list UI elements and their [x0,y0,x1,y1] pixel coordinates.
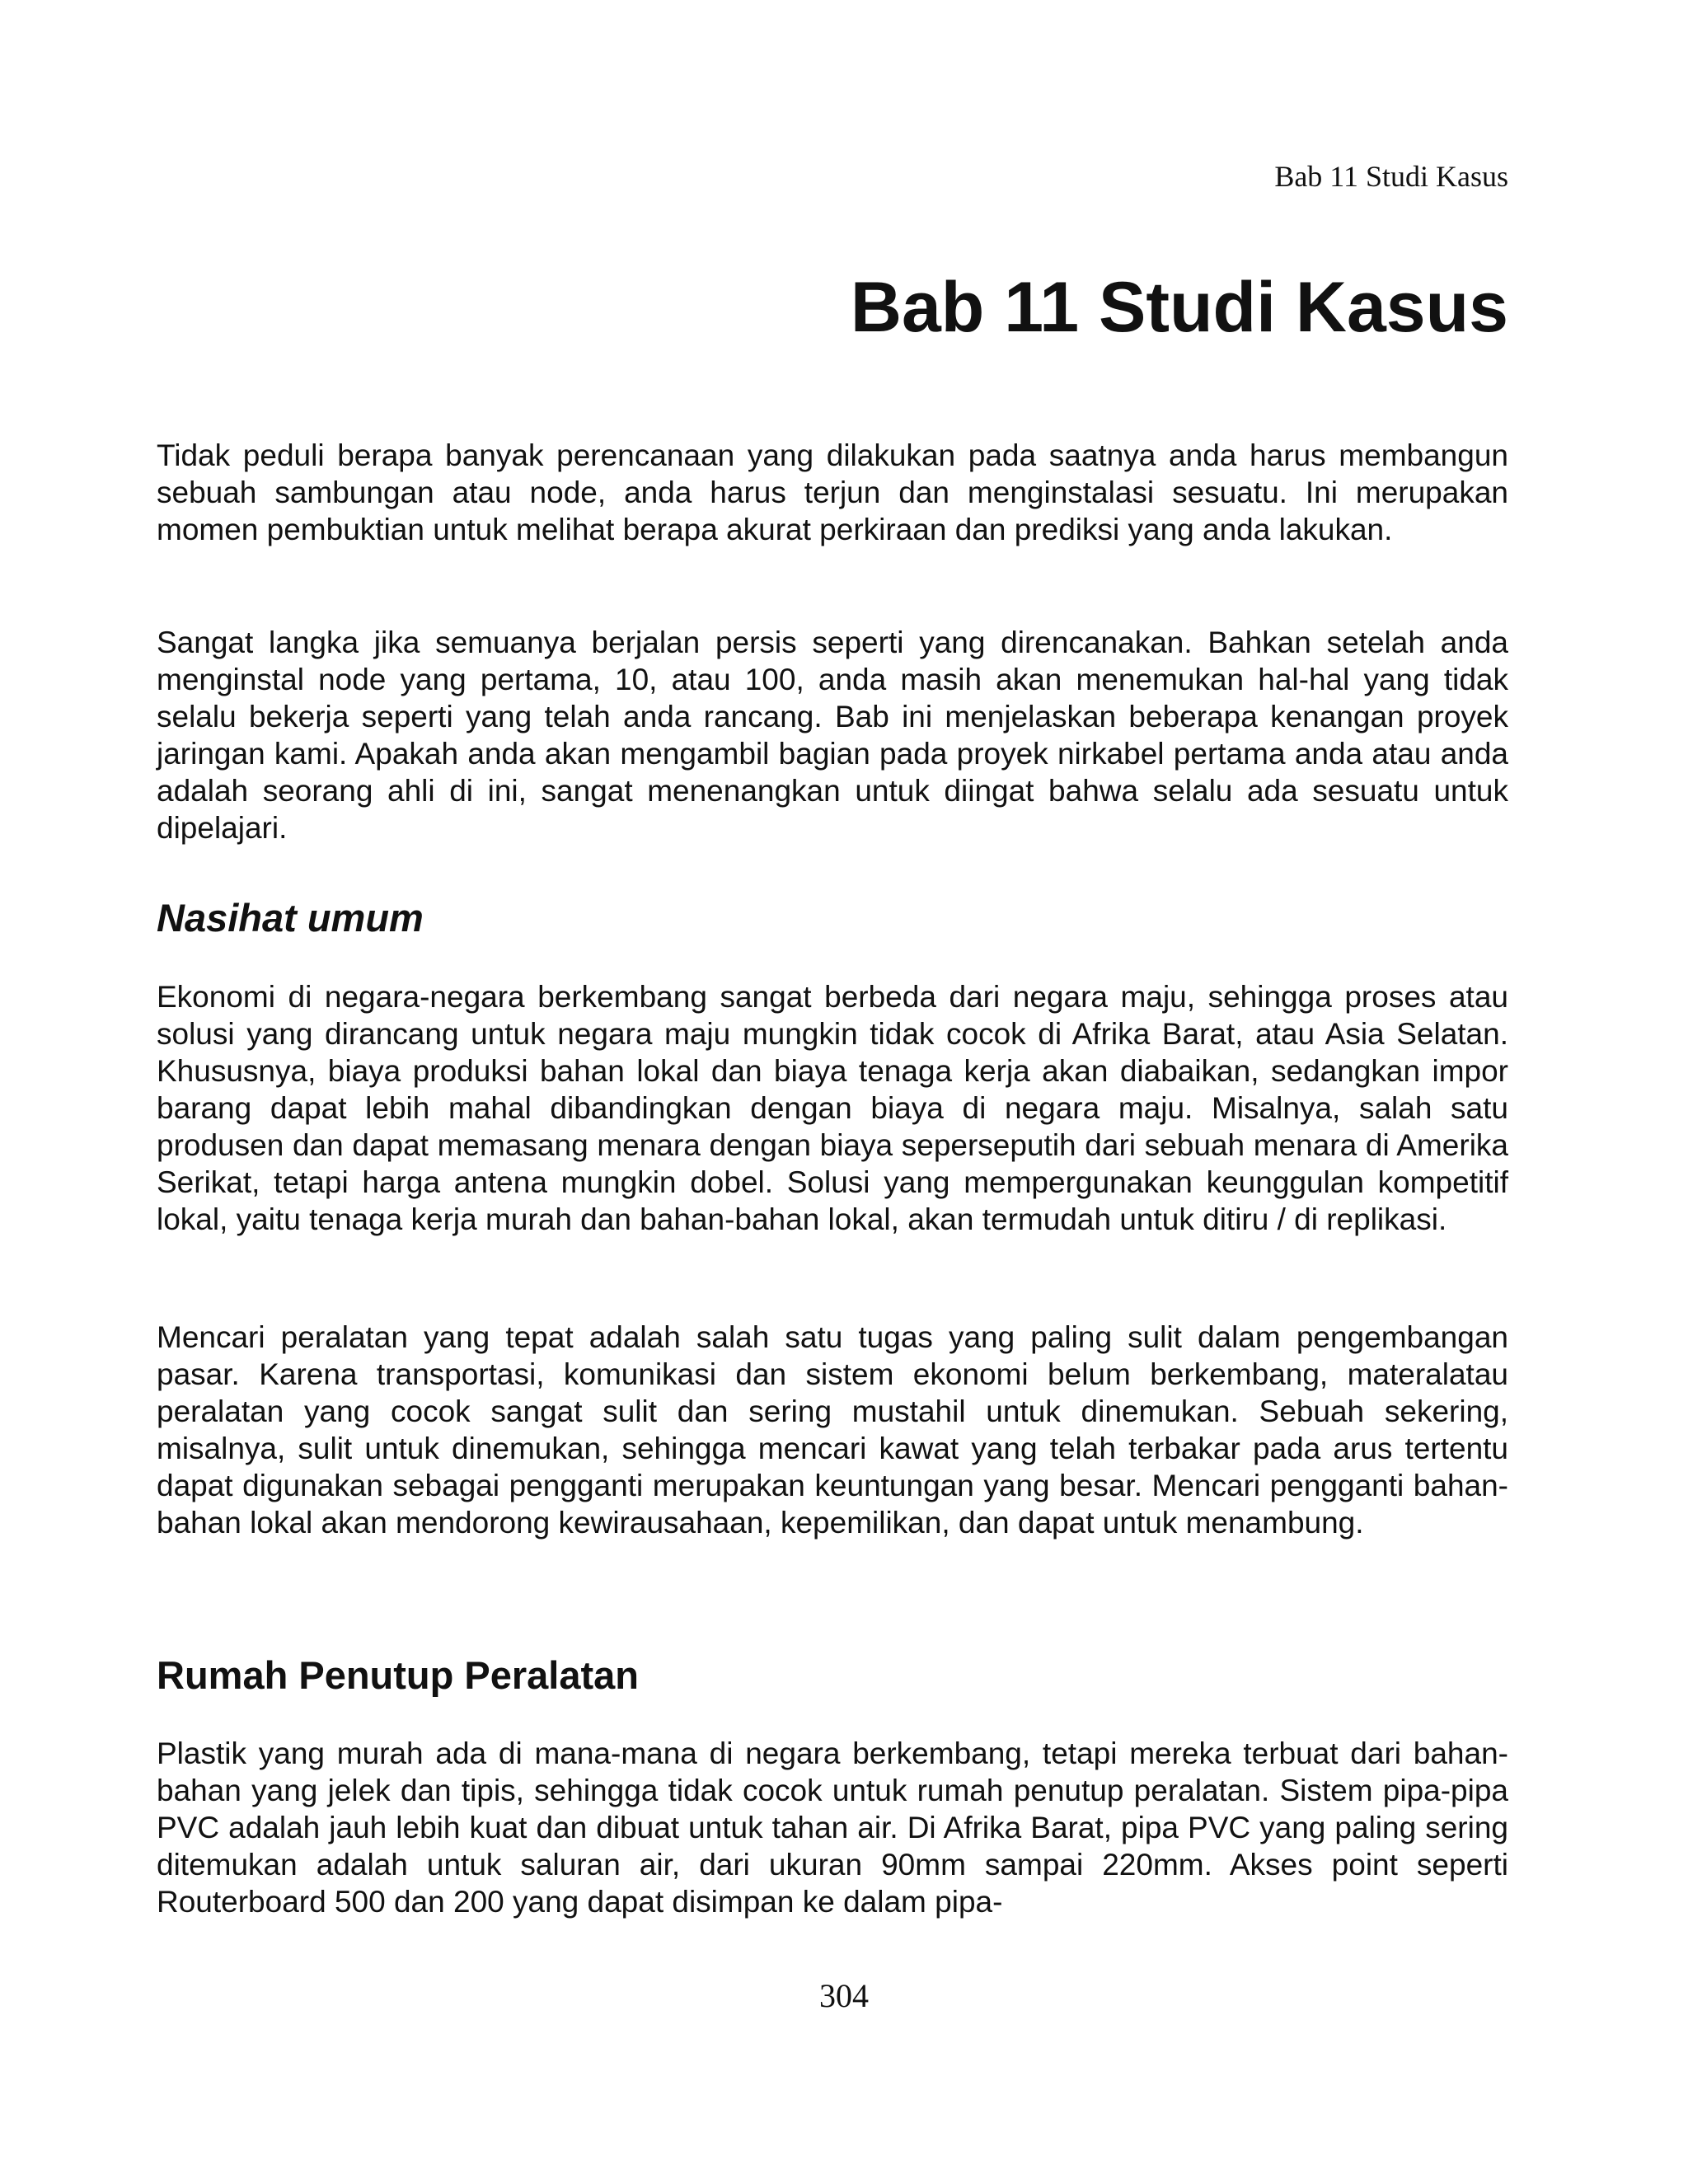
nasihat-paragraph-1: Ekonomi di negara-negara berkembang sangat berbeda dari negara maju, sehingga proses atau solusi yang dirancang untuk negara maju mungkin tidak cocok di Afrika Barat, atau Asia Selatan. Khususnya, biaya produksi bahan lokal dan biaya tenaga kerja akan diabaikan, sedangkan impor barang dapat lebih mahal dibandingkan dengan biaya di negara maju. Misalnya, salah satu produsen dan dapat memasang menara dengan biaya seperseputih dari sebuah menara di Amerika Serikat, tetapi harga antena mungkin dobel. Solusi yang mempergunakan keunggulan kompetitif lokal, yaitu tenaga kerja murah dan bahan-bahan lokal, akan termudah untuk ditiru / di replikasi. [157,980,1508,1236]
intro-paragraph-1: Tidak peduli berapa banyak perencanaan yang dilakukan pada saatnya anda harus membangun sebuah sambungan atau node, anda harus terjun dan menginstalasi sesuatu. Ini merupakan momen pembuktian untuk melihat berapa akurat perkiraan dan prediksi yang anda lakukan. [157,438,1508,546]
section-heading-nasihat-umum: Nasihat umum [157,896,424,940]
intro-paragraph-2: Sangat langka jika semuanya berjalan persis seperti yang direncanakan. Bahkan setelah anda menginstal node yang pertama, 10, atau 100, anda masih akan menemukan hal-hal yang tidak selalu bekerja seperti yang telah anda rancang. Bab ini menjelaskan beberapa kenangan proyek jaringan kami. Apakah anda akan mengambil bagian pada proyek nirkabel pertama anda atau anda adalah seorang ahli di ini, sangat menenangkan untuk diingat bahwa selalu ada sesuatu untuk dipelajari. [157,626,1508,845]
page-number: 304 [819,1977,869,2014]
running-header: Bab 11 Studi Kasus [1274,160,1508,193]
chapter-title: Bab 11 Studi Kasus [850,268,1508,347]
section-heading-rumah-penutup: Rumah Penutup Peralatan [157,1653,639,1697]
rumah-penutup-paragraph-1: Plastik yang murah ada di mana-mana di negara berkembang, tetapi mereka terbuat dari bahan-bahan yang jelek dan tipis, sehingga tidak cocok untuk rumah penutup peralatan. Sistem pipa-pipa PVC adalah jauh lebih kuat dan dibuat untuk tahan air. Di Afrika Barat, pipa PVC yang paling sering ditemukan adalah untuk saluran air, dari ukuran 90mm sampai 220mm. Akses point seperti Routerboard 500 dan 200 yang dapat disimpan ke dalam pipa- [157,1736,1508,1919]
nasihat-paragraph-2: Mencari peralatan yang tepat adalah salah satu tugas yang paling sulit dalam pengembangan pasar. Karena transportasi, komunikasi dan sistem ekonomi belum berkembang, materalatau peralatan yang cocok sangat sulit dan sering mustahil untuk dinemukan. Sebuah sekering, misalnya, sulit untuk dinemukan, sehingga mencari kawat yang telah terbakar pada arus tertentu dapat digunakan sebagai pengganti merupakan keuntungan yang besar. Mencari pengganti bahan-bahan lokal akan mendorong kewirausahaan, kepemilikan, dan dapat untuk menambung. [157,1320,1508,1540]
